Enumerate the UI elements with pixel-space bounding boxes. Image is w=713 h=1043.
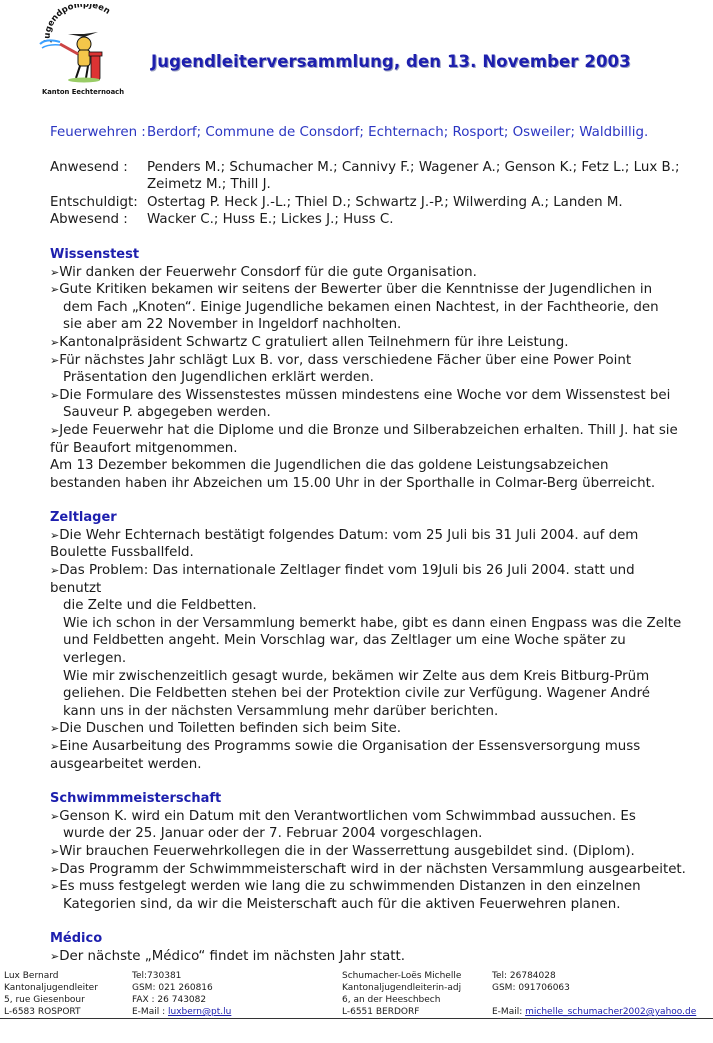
paragraph [50,457,690,492]
item-line [50,878,690,896]
footer-text: 5, rue Giesenbour [4,995,85,1005]
item-text: Gute Kritiken bekamen wir seitens der Bewerter über die Kenntnisse der Jugendlichen in [59,282,653,298]
jugendpompjeen-logo [38,4,128,98]
bullet-item [50,387,690,422]
item-line [50,861,690,879]
attendance-label: Abwesend : [50,212,128,228]
attendance-label: Entschuldigt: [50,194,138,210]
bullet-item [50,422,690,457]
bullet-item [50,527,690,562]
item-line: verlegen. [63,651,127,667]
item-text: Für nächstes Jahr schlägt Lux B. vor, dass verschiedene Fächer über eine Power Point [59,352,632,368]
item-line: Präsentation den Jugendlichen erklärt werden. [63,370,374,386]
item-line: und Feldbetten angeht. Mein Vorschlag war, das Zeltlager um eine Woche später zu [63,633,626,649]
item-line [50,738,690,756]
section-heading: Schwimmmeisterschaft [50,791,222,807]
item-line: Boulette Fussballfeld. [50,545,194,561]
bullet-item [50,808,690,843]
section-heading: Médico [50,931,103,947]
item-line [50,422,690,440]
bullet-item [50,562,690,720]
item-line: Wie mir zwischenzeitlich gesagt wurde, bekämen wir Zelte aus dem Kreis Bitburg-Prüm [63,668,650,684]
item-line: ausgearbeitet werden. [50,756,202,772]
bullet-item [50,861,690,879]
item-line: für Beaufort mitgenommen. [50,440,238,456]
item-text: Die Duschen und Toiletten befinden sich beim Site. [59,721,402,737]
item-line [50,352,690,370]
arrow-bullet-icon: ➢ [50,862,60,876]
footer-text: GSM: 021 260816 [132,983,213,993]
arrow-bullet-icon: ➢ [50,949,60,963]
arrow-bullet-icon: ➢ [50,283,60,297]
attendance-names [147,211,394,229]
item-line: kann uns in der nächsten Versammlung mehr darüber berichten. [63,703,499,719]
attendance-line: Penders M.; Schumacher M.; Cannivy F.; Wagener A.; Genson K.; Fetz L.; Lux B.; [147,159,680,175]
email-link-lux[interactable]: luxbern@pt.lu [167,1007,232,1017]
logo-bottom-text: Kanton Eechternoach [41,88,125,96]
footer-text: Tel:730381 [132,971,182,981]
attendance-row [50,211,690,229]
bullet-item [50,720,690,738]
bullet-item [50,352,690,387]
page-title: Jugendleiterversammlung, den 13. November 2003 [151,52,631,71]
footer-col-3 [342,970,461,1018]
arrow-bullet-icon: ➢ [50,722,60,736]
item-line: sie aber am 22 November in Ingeldorf nachholten. [63,317,402,333]
attendance-names [147,194,623,212]
attendance-line: Wacker C.; Huss E.; Lickes J.; Huss C. [147,212,394,228]
item-text: Wir danken der Feuerwehr Consdorf für die gute Organisation. [59,264,477,280]
item-line [50,281,690,299]
footer-text: FAX : 26 743082 [132,995,207,1005]
attendance-names [147,159,679,194]
item-text: Der nächste „Médico“ findet im nächsten Jahr statt. [59,948,406,964]
bullet-item [50,948,690,966]
footer-text: Kantonaljugendleiterin-adj [342,983,462,993]
item-text: Die Wehr Echternach bestätigt folgendes Datum: vom 25 Juli bis 31 Juli 2004. auf dem [59,527,639,543]
minutes-body [50,124,690,966]
item-line: die Zelte und die Feldbetten. [63,598,257,614]
bullet-item [50,281,690,334]
arrow-bullet-icon: ➢ [50,265,60,279]
footer-col-2 [132,970,231,1018]
footer-col-1 [4,970,98,1018]
section-heading: Zeltlager [50,510,117,526]
item-line [50,948,690,966]
sections-block [50,246,690,966]
item-line [50,843,690,861]
footer-text: L-6551 BERDORF [342,1007,420,1017]
footer-text: Schumacher-Loës Michelle [342,971,462,981]
item-line: bestanden haben ihr Abzeichen um 15.00 Uhr in der Sporthalle in Colmar-Berg überreicht. [50,475,656,491]
item-line: Wie ich schon in der Versammlung bemerkt habe, gibt es dann einen Engpass was die Zelte [63,615,682,631]
section-heading: Wissenstest [50,246,140,262]
item-text: Wir brauchen Feuerwehrkollegen die in der Wasserrettung ausgebildet sind. (Diplom). [59,843,635,859]
footer-text: Kantonaljugendleiter [4,983,98,993]
email-label: E-Mail : [132,1007,168,1017]
footer-text: Tel: 26784028 [492,971,556,981]
feuerwehren-row [50,124,690,142]
bullet-item [50,878,690,913]
footer-text: 6, an der Heeschbech [342,995,441,1005]
feuerwehren-value: Berdorf; Commune de Consdorf; Echternach; Rosport; Osweiler; Waldbillig. [147,125,649,140]
attendance-line: Ostertag P. Heck J.-L.; Thiel D.; Schwartz J.-P.; Wilwerding A.; Landen M. [147,194,623,210]
attendance-line: Zeimetz M.; Thill J. [147,177,271,193]
arrow-bullet-icon: ➢ [50,388,60,402]
arrow-bullet-icon: ➢ [50,528,60,542]
bullet-item [50,843,690,861]
item-line: geliehen. Die Feldbetten stehen bei der Protektion civile zur Verfügung. Wagener André [63,686,651,702]
arrow-bullet-icon: ➢ [50,423,60,437]
item-line [50,720,690,738]
item-text: Jede Feuerwehr hat die Diplome und die Bronze und Silberabzeichen erhalten. Thill J. hat sie [59,422,678,438]
item-line [50,527,690,545]
arrow-bullet-icon: ➢ [50,844,60,858]
item-text: Es muss festgelegt werden wie lang die zu schwimmenden Distanzen in den einzelnen [59,879,641,895]
attendance-block [50,159,690,229]
arrow-bullet-icon: ➢ [50,564,60,578]
email-label: E-Mail: [492,1007,526,1017]
item-line: Kategorien sind, da wir die Meisterschaft auch für die aktiven Feuerwehren planen. [63,896,621,912]
item-line: dem Fach „Knoten“. Einige Jugendliche bekamen einen Nachtest, in der Fachtheorie, den [63,299,659,315]
item-text: Das Programm der Schwimmmeisterschaft wird in der nächsten Versammlung ausgearbeitet. [59,861,686,877]
item-text: Die Formulare des Wissenstestes müssen mindestens eine Woche vor dem Wissenstest bei [59,387,671,403]
svg-text:Jugendpompjeen [43,4,112,44]
item-text: Eine Ausarbeitung des Programms sowie die Organisation der Essensversorgung muss [59,739,641,754]
footer-text: Lux Bernard [4,971,59,981]
logo-arc-text: Jugendpompjeen [42,4,112,43]
item-text: Kantonalpräsident Schwartz C gratuliert allen Teilnehmern für ihre Leistung. [59,334,569,350]
item-line: Sauveur P. abgegeben werden. [63,405,271,421]
item-line: wurde der 25. Januar oder der 7. Februar 2004 vorgeschlagen. [63,826,483,842]
bullet-item [50,334,690,352]
bullet-item [50,738,690,773]
attendance-label: Anwesend : [50,159,128,175]
footer-col-4 [492,970,696,1018]
arrow-bullet-icon: ➢ [50,880,60,894]
item-line [50,387,690,405]
feuerwehren-label: Feuerwehren : [50,125,146,140]
item-text: Genson K. wird ein Datum mit den Verantwortlichen vom Schwimmbad aussuchen. Es [59,808,636,824]
arrow-bullet-icon: ➢ [50,809,60,823]
footer-text: L-6583 ROSPORT [4,1007,81,1017]
arrow-bullet-icon: ➢ [50,335,60,349]
item-text: Das Problem: Das internationale Zeltlager findet vom 19Juli bis 26 Juli 2004. statt und benutzt [50,563,635,596]
item-line [50,808,690,826]
arrow-bullet-icon: ➢ [50,353,60,367]
item-line: Am 13 Dezember bekommen die Jugendlichen die das goldene Leistungsabzeichen [50,458,609,474]
footer-divider [0,1018,713,1019]
footer-text: GSM: 091706063 [492,983,570,993]
item-line [50,562,690,597]
item-line [50,264,690,282]
attendance-row [50,194,690,212]
item-line [50,334,690,352]
bullet-item [50,264,690,282]
arrow-bullet-icon: ➢ [50,740,60,753]
attendance-row [50,159,690,194]
email-link-schumacher[interactable]: michelle_schumacher2002@yahoo.de [525,1007,697,1017]
